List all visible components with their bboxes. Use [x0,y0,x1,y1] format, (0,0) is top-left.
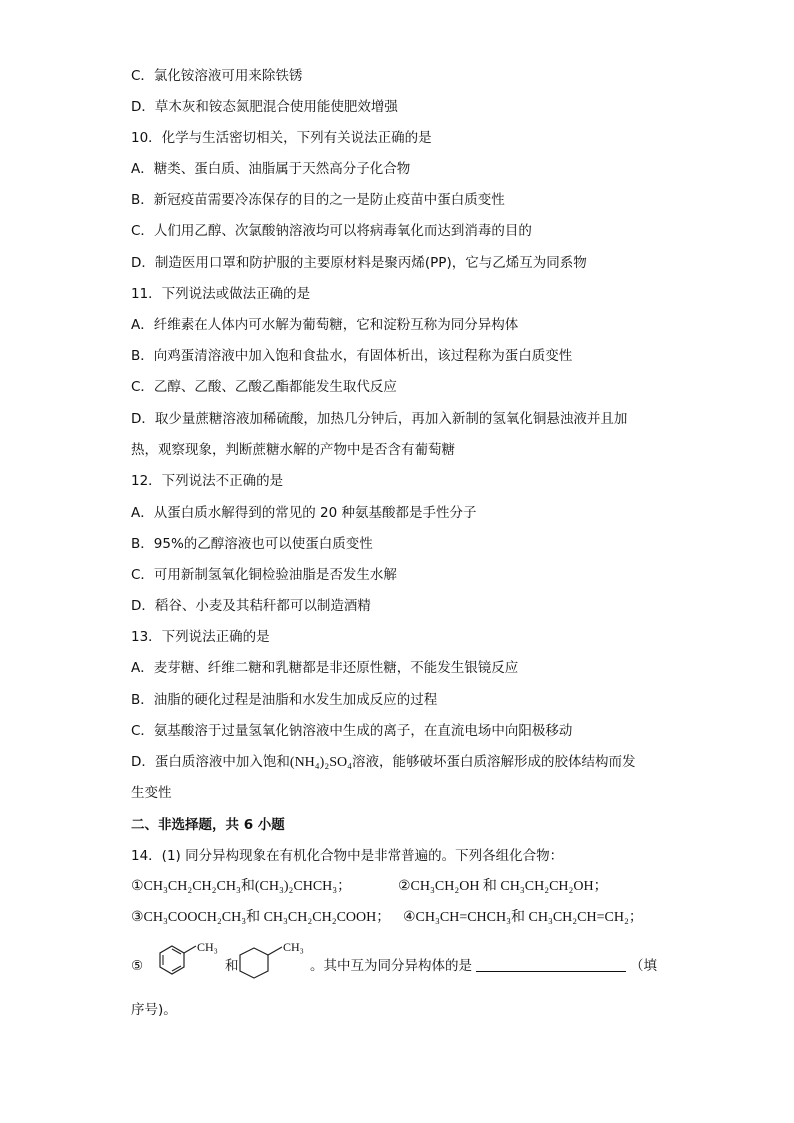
q13-stem: 13．下列说法正确的是 [131,629,270,645]
q10-stem: 10．化学与生活密切相关，下列有关说法正确的是 [131,130,432,146]
q13-d-salt: (NH₄)₂SO₄ [289,755,352,770]
q11-stem: 11．下列说法或做法正确的是 [131,286,311,302]
q13-d-post: 溶液，能够破坏蛋白质溶解形成的胶体结构而发 [352,754,636,770]
q11-option-b: B．向鸡蛋清溶液中加入饱和食盐水，有固体析出，该过程称为蛋白质变性 [131,348,573,364]
q12-stem: 12．下列说法不正确的是 [131,473,284,489]
q9-option-d: D．草木灰和铵态氮肥混合使用能使肥效增强 [131,99,398,115]
q10-option-b: B．新冠疫苗需要冷冻保存的目的之一是防止疫苗中蛋白质变性 [131,192,505,208]
q14-pair-5-and: 和 [225,958,239,974]
q11-option-d-line2: 热，观察现象，判断蔗糖水解的产物中是否含有葡萄糖 [131,442,455,458]
q9-option-c: C．氯化铵溶液可用来除铁锈 [131,68,303,84]
q14-pair-1: ①CH₃CH₂CH₂CH₃和(CH₃)₂CHCH₃； [131,879,352,894]
q14-stem: 14．(1) 同分异构现象在有机化合物中是非常普遍的。下列各组化合物： [131,848,564,864]
q12-option-b: B．95%的乙醇溶液也可以使蛋白质变性 [131,536,373,552]
q11-option-d-line1: D．取少量蔗糖溶液加稀硫酸，加热几分钟后，再加入新制的氢氧化铜悬浊液并且加 [131,411,628,427]
q10-option-d: D．制造医用口罩和防护服的主要原材料是聚丙烯(PP)，它与乙烯互为同系物 [131,255,587,271]
q13-option-d-line2: 生变性 [131,785,172,801]
q14-pair-5-tail [310,956,657,976]
q12-option-c: C．可用新制氢氧化铜检验油脂是否发生水解 [131,567,397,583]
q11-option-a: A．纤维素在人体内可水解为葡萄糖，它和淀粉互称为同分异构体 [131,317,519,333]
q14-pair-4: ④CH₃CH=CHCH₃和 CH₃CH₂CH=CH₂； [403,910,643,925]
q13-option-a: A．麦芽糖、纤维二糖和乳糖都是非还原性糖，不能发生银镜反应 [131,660,519,676]
answer-blank[interactable] [476,957,626,972]
section-title: 二、非选择题，共 6 小题 [131,817,285,833]
q11-option-c: C．乙醇、乙酸、乙酸乙酯都能发生取代反应 [131,379,397,395]
methylcyclohexane-ch3-label: CH₃ [283,940,304,954]
q13-option-d-line1 [131,752,636,773]
q14-pair-5-number: ⑤ [131,958,144,974]
q14-question-text: 。其中互为同分异构体的是 [310,958,472,974]
q14-pair-3: ③CH₃COOCH₂CH₃和 CH₃CH₂CH₂COOH； [131,910,391,925]
toluene-ch3-label: CH₃ [197,940,218,954]
q12-option-d: D．稻谷、小麦及其秸秆都可以制造酒精 [131,598,371,614]
q10-option-a: A．糖类、蛋白质、油脂属于天然高分子化合物 [131,161,411,177]
q12-option-a: A．从蛋白质水解得到的常见的 20 种氨基酸都是手性分子 [131,505,477,521]
q13-option-c: C．氨基酸溶于过量氢氧化钠溶液中生成的离子，在直流电场中向阳极移动 [131,723,573,739]
q14-fill-note-line2: 序号)。 [131,1002,177,1018]
q14-fill-note: （填 [630,958,657,974]
q13-d-pre: D．蛋白质溶液中加入饱和 [131,754,290,770]
q10-option-c: C．人们用乙醇、次氯酸钠溶液均可以将病毒氧化而达到消毒的目的 [131,223,532,239]
q13-option-b: B．油脂的硬化过程是油脂和水发生加成反应的过程 [131,692,438,708]
q14-pair-2: ②CH₃CH₂OH 和 CH₃CH₂CH₂OH； [398,879,608,894]
